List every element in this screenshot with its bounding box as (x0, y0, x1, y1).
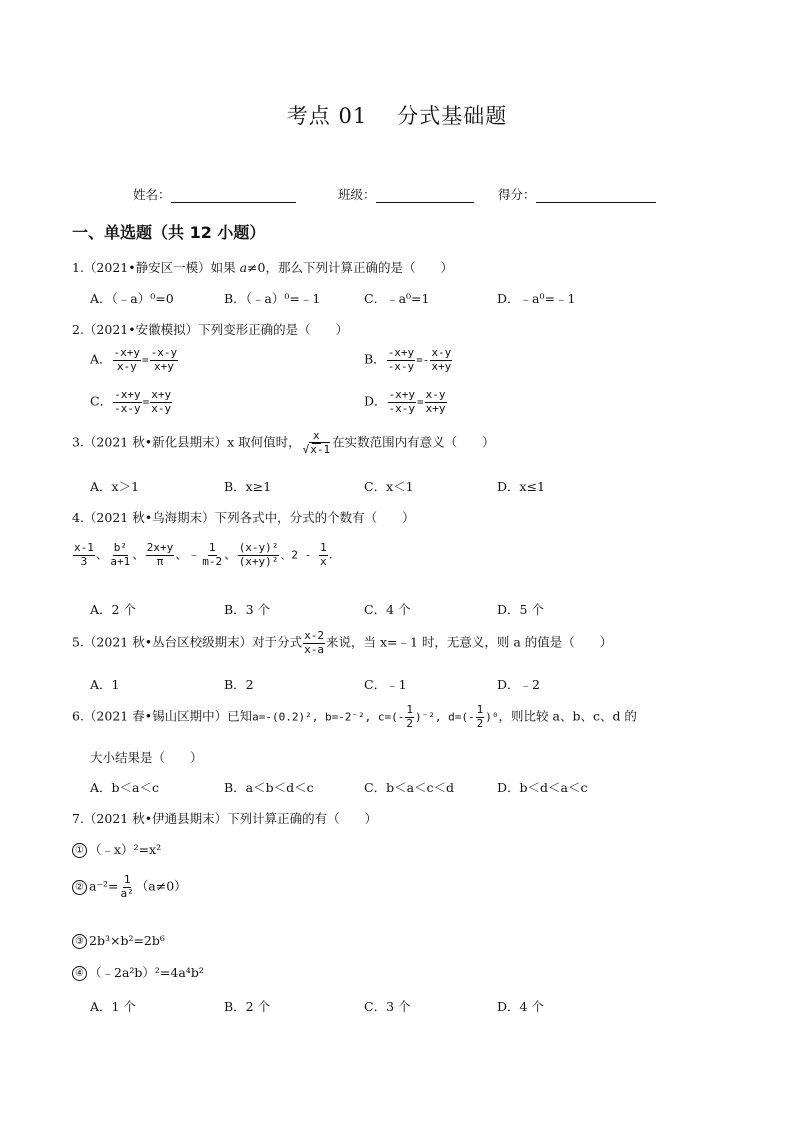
circled-2: ② (72, 880, 87, 895)
question-6: 6.（2021 春•锡山区期中）已知a=-(0.2)², b=-2⁻², c=(- $\frac{1}{2}$ )⁻², d=(- $\frac{1}{2}$ )⁰，则比较 a、b、c、d 的 (72, 703, 637, 730)
question-2: 2.（2021•安徽模拟）下列变形正确的是（ ） (72, 322, 349, 337)
q1-option-b[interactable]: B．（﹣a）⁰=﹣1 (224, 291, 321, 306)
q6-option-a[interactable]: A．b＜a＜c (90, 780, 159, 795)
circled-3: ③ (72, 934, 87, 949)
q1-option-a[interactable]: A．（﹣a）⁰=0 (90, 291, 174, 306)
question-4: 4.（2021 秋•乌海期末）下列各式中，分式的个数有（ ） (72, 510, 415, 525)
q6-option-b[interactable]: B．a＜b＜d＜c (224, 780, 314, 795)
question-1: 1.（2021•静安区一模）如果 a≠0，那么下列计算正确的是（ ） (72, 260, 453, 275)
q2-option-d[interactable]: D． $\frac{-x+y}{-x-y}$ = $\frac{x-y}{x+y}$ (364, 388, 446, 415)
question-3: 3.（2021 秋•新化县期末）x 取何值时， $\frac{x}{√x-1}$ 在实数范围内有意义（ ） (72, 429, 495, 456)
q1-option-c[interactable]: C．﹣a⁰=1 (364, 291, 430, 306)
q6-option-c[interactable]: C．b＜a＜c＜d (364, 780, 455, 795)
question-5: 5.（2021 秋•丛台区校级期末）对于分式 $\frac{x-2}{x-a}$ 来说，当 x=﹣1 时，无意义，则 a 的值是（ ） (72, 629, 613, 656)
question-6-line2: 大小结果是（ ） (90, 750, 203, 765)
topic-title: 分式基础题 (397, 104, 508, 128)
q7-item-4: ④ （﹣2a²b）²=4a⁴b² (72, 963, 204, 981)
q3-option-d[interactable]: D．x≤1 (497, 479, 545, 494)
q7-option-c[interactable]: C．3 个 (364, 999, 411, 1014)
q1-option-d[interactable]: D．﹣a⁰=﹣1 (497, 291, 576, 306)
q5-option-a[interactable]: A．1 (90, 677, 120, 692)
q4-option-c[interactable]: C．4 个 (364, 602, 411, 617)
q4-option-b[interactable]: B．3 个 (224, 602, 271, 617)
q7-item-2: ② a⁻²= $\frac{1}{\text{a²}}$ （a≠0） (72, 874, 187, 900)
q3-option-b[interactable]: B．x≥1 (224, 479, 272, 494)
q7-option-d[interactable]: D．4 个 (497, 999, 544, 1014)
q2-option-a[interactable]: A． $\frac{-x+y}{x-y}$ = $\frac{-x-y}{x+y}$ (90, 346, 178, 373)
class-field: 班级： (338, 185, 474, 203)
q6-option-d[interactable]: D．b＜d＜a＜c (497, 780, 588, 795)
topic-code: 考点 01 (286, 104, 368, 128)
q7-item-1: ① （﹣x）²=x² (72, 840, 161, 858)
q5-option-c[interactable]: C．﹣1 (364, 677, 407, 692)
name-blank[interactable] (171, 188, 296, 203)
q4-option-a[interactable]: A．2 个 (90, 602, 136, 617)
page-title (0, 100, 794, 130)
q4-expressions: $\frac{x-1}{3}$ 、 $\frac{\text{b²}}{a+1}$ 、 $\frac{2x+y}{\pi}$ 、﹣ $\frac{1}{m-2}$ 、 $\frac{\text{(x-y)²}}{\text{(x+y)²}}$ 、2 - $\frac{1}{x}$ . (74, 541, 333, 568)
q3-option-c[interactable]: C．x＜1 (364, 479, 414, 494)
circled-1: ① (72, 843, 87, 858)
q2-option-c[interactable]: C． $\frac{-x+y}{-x-y}$ = $\frac{x+y}{x-y}$ (90, 388, 172, 415)
question-7: 7.（2021 秋•伊通县期末）下列计算正确的有（ ） (72, 811, 378, 826)
q7-item-3: ③ 2b³×b²=2b⁶ (72, 933, 165, 949)
q5-option-b[interactable]: B．2 (224, 677, 254, 692)
circled-4: ④ (72, 966, 87, 981)
score-field: 得分： (498, 185, 656, 203)
q5-option-d[interactable]: D．﹣2 (497, 677, 540, 692)
q4-option-d[interactable]: D．5 个 (497, 602, 544, 617)
q2-option-b[interactable]: B． $\frac{-x+y}{-x-y}$ =- $\frac{x-y}{x+y}$ (364, 346, 452, 373)
q3-option-a[interactable]: A．x＞1 (90, 479, 140, 494)
name-field: 姓名： (133, 185, 296, 203)
section-heading: 一、单选题（共 12 小题） (72, 223, 266, 242)
q7-option-a[interactable]: A．1 个 (90, 999, 136, 1014)
class-blank[interactable] (376, 188, 474, 203)
q7-option-b[interactable]: B．2 个 (224, 999, 271, 1014)
score-blank[interactable] (536, 188, 656, 203)
